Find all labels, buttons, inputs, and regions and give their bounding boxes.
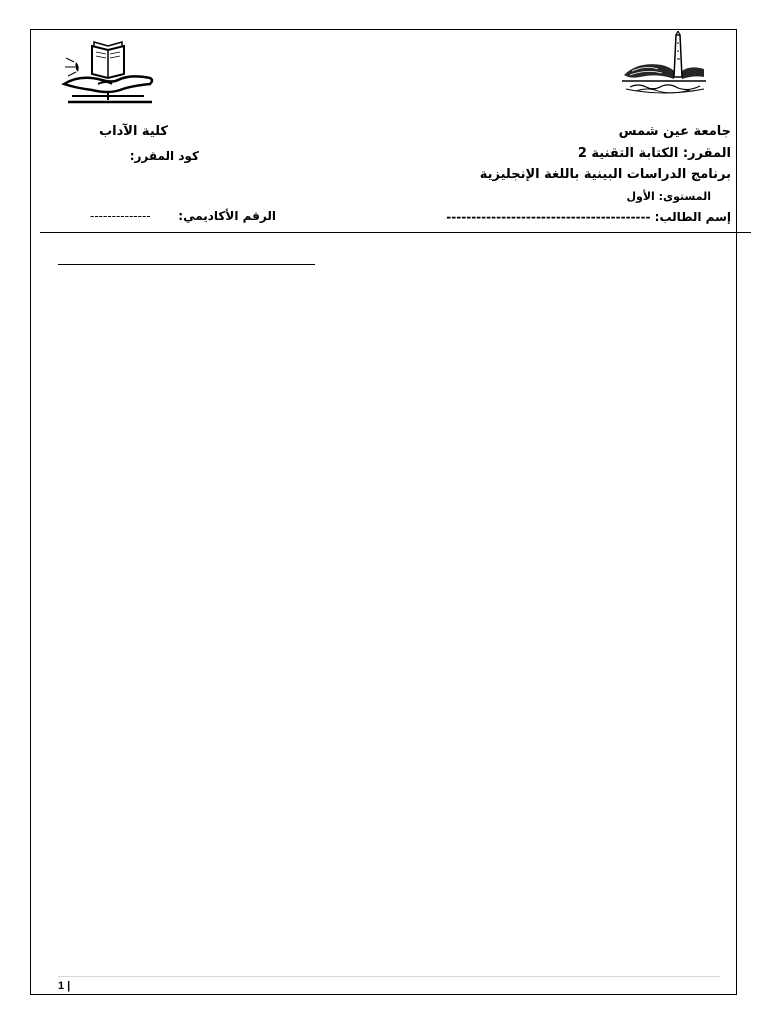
course-code-label: كود المقرر: (129, 149, 199, 163)
header-divider (40, 232, 751, 233)
course-name: المقرر: الكتابة التقنية 2 (577, 146, 731, 161)
academic-id-field: -------------- (90, 209, 151, 223)
page-number-value: 1 (58, 980, 65, 992)
ain-shams-university-seal (618, 31, 710, 99)
page-number-separator: | (67, 980, 71, 992)
university-name: جامعة عين شمس (618, 124, 731, 139)
footer-divider (58, 976, 720, 977)
page-number (58, 980, 70, 992)
academic-id-label: الرقم الأكاديمي: (178, 209, 276, 223)
faculty-name: كلية الآداب (99, 124, 168, 139)
title-underline (58, 264, 315, 265)
level: المستوى: الأول (626, 190, 711, 203)
faculty-of-arts-logo (58, 40, 158, 108)
program-name: برنامج الدراسات البينية باللغة الإنجليزية (479, 167, 731, 182)
student-name-field: إسم الطالب: ----------------------------------------- (446, 210, 731, 224)
